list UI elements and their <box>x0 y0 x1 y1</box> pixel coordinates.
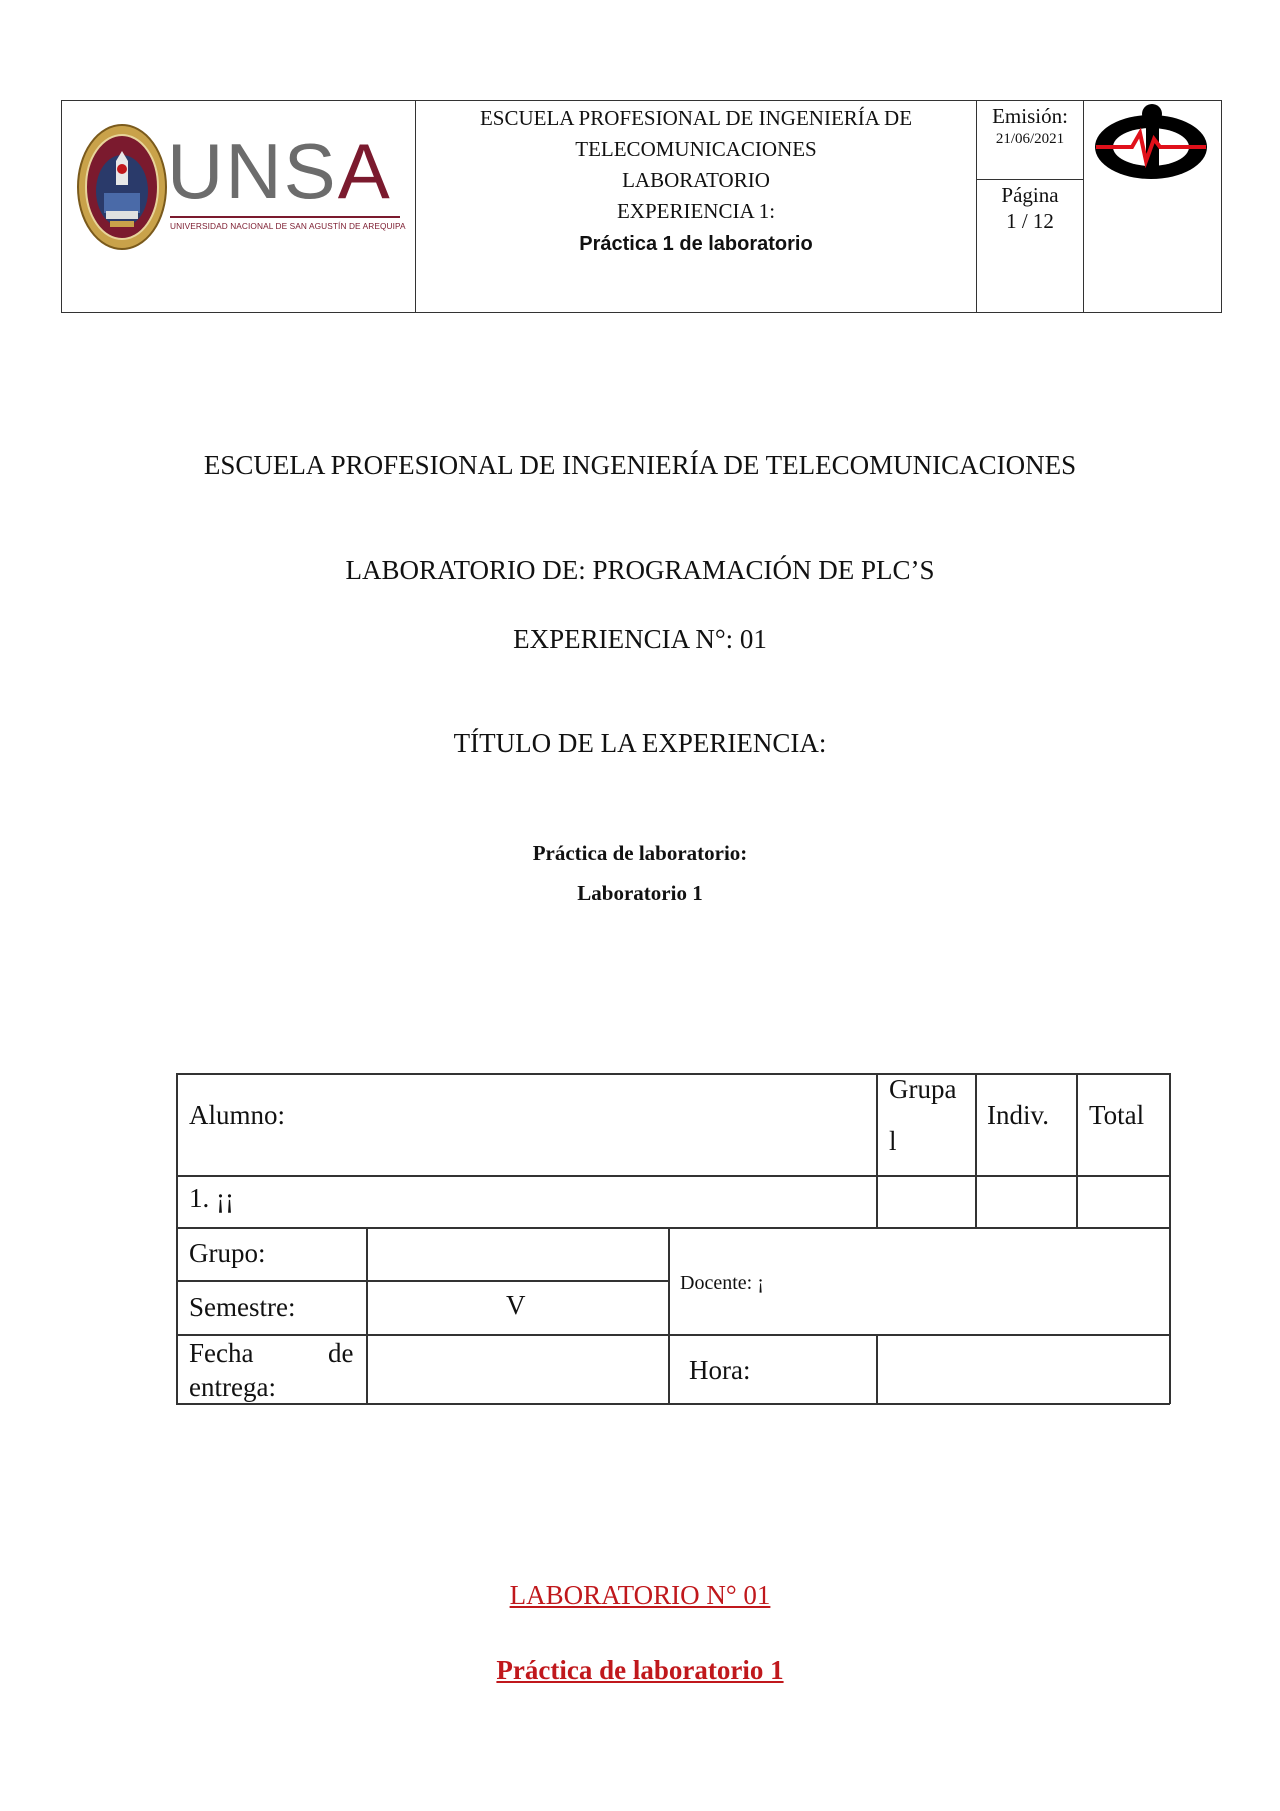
practice-label: Práctica de laboratorio: <box>532 841 748 865</box>
docente-label: Docente: ¡ <box>680 1272 764 1294</box>
header-title-line: EXPERIENCIA 1: <box>616 199 776 223</box>
emission-label: Emisión: <box>992 104 1068 128</box>
document-header <box>61 100 1222 313</box>
emission-date: 21/06/2021 <box>995 131 1065 147</box>
fecha-label-de: de <box>328 1338 354 1368</box>
telecom-logo-icon <box>1092 103 1210 187</box>
page-block <box>977 180 1083 234</box>
lab-number-heading: LABORATORIO N° 01 <box>509 1580 771 1610</box>
header-title-line: TELECOMUNICACIONES <box>575 137 817 161</box>
header-title-cell <box>416 101 977 313</box>
hora-label: Hora: <box>689 1355 751 1385</box>
experience-title-label: TÍTULO DE LA EXPERIENCIA: <box>453 728 827 758</box>
department-logo-cell <box>1084 101 1222 313</box>
header-meta-cell <box>977 101 1084 313</box>
student-info-table <box>176 1073 1170 1404</box>
emission-block <box>977 101 1083 180</box>
grupo-label: Grupo: <box>189 1238 266 1268</box>
header-title-line: LABORATORIO <box>622 168 770 192</box>
unsa-divider <box>170 216 400 218</box>
fecha-label-entrega: entrega: <box>189 1372 276 1402</box>
grupal-label: Grupa <box>889 1074 957 1104</box>
practice-title-heading: Práctica de laboratorio 1 <box>496 1655 784 1685</box>
total-label: Total <box>1089 1100 1145 1130</box>
indiv-label: Indiv. <box>987 1100 1049 1130</box>
student-1-name: 1. ¡¡ <box>189 1183 234 1213</box>
fecha-label: Fecha <box>189 1338 254 1368</box>
unsa-seal-icon <box>76 121 168 253</box>
unsa-wordmark: UNSA <box>167 127 392 215</box>
experience-number: EXPERIENCIA N°: 01 <box>513 624 767 654</box>
page-number: 1 / 12 <box>1006 209 1054 233</box>
grupal-label-wrap: l <box>889 1126 897 1156</box>
unsa-subtitle: UNIVERSIDAD NACIONAL DE SAN AGUSTÍN DE AREQUIPA <box>170 221 406 231</box>
lab-name: Laboratorio 1 <box>577 881 703 905</box>
laboratory-subject: LABORATORIO DE: PROGRAMACIÓN DE PLC’S <box>345 555 935 585</box>
header-subtitle: Práctica 1 de laboratorio <box>579 233 813 255</box>
semestre-label: Semestre: <box>189 1292 296 1322</box>
alumno-label: Alumno: <box>189 1100 286 1130</box>
page-label: Página <box>1001 183 1059 207</box>
header-title-line: ESCUELA PROFESIONAL DE INGENIERÍA DE <box>479 106 913 130</box>
semestre-value: V <box>506 1290 526 1320</box>
school-name: ESCUELA PROFESIONAL DE INGENIERÍA DE TELECOMUNICACIONES <box>203 450 1077 480</box>
unsa-logo-cell <box>62 101 416 313</box>
